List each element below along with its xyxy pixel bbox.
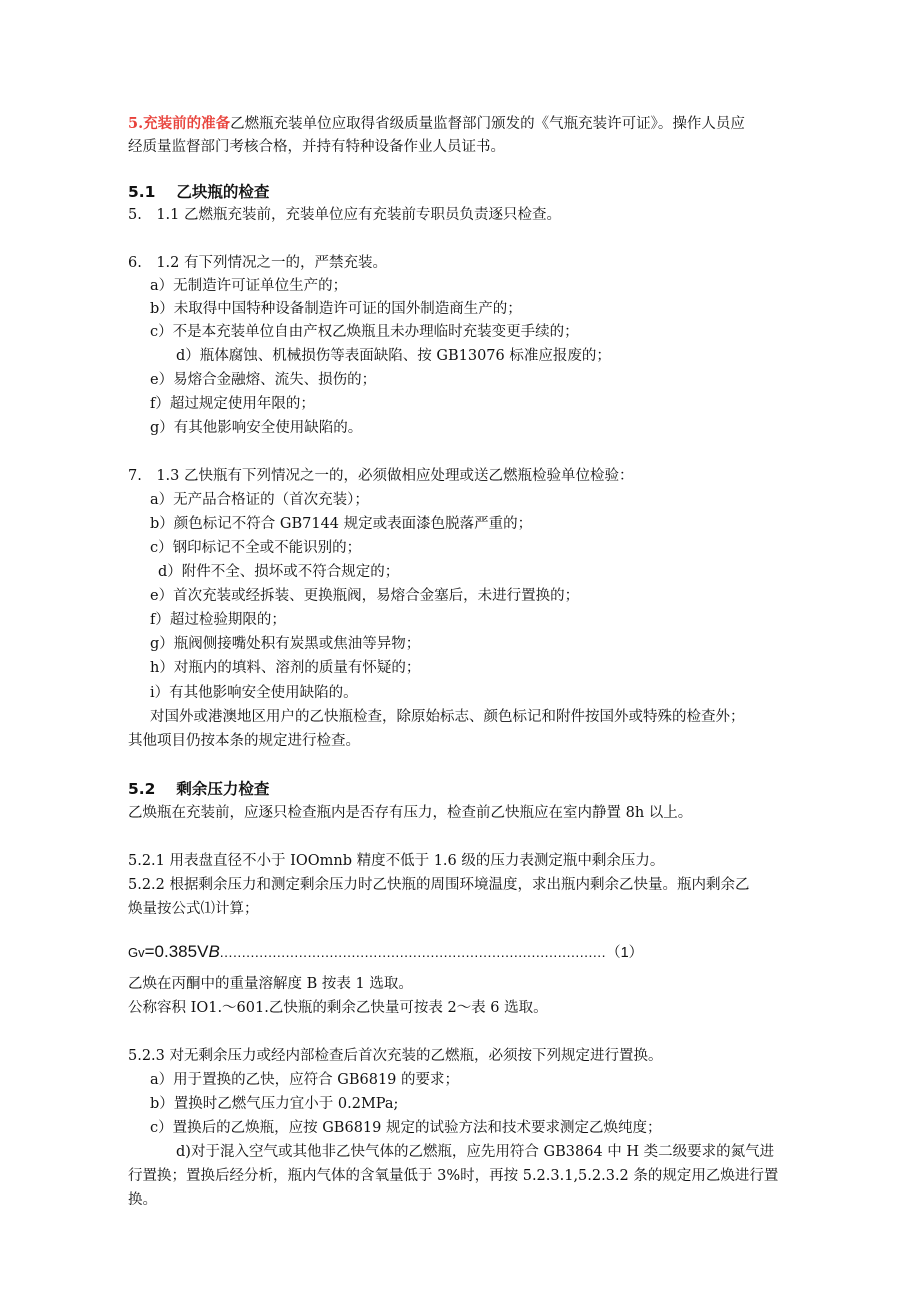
- list-item: h）对瓶内的填料、溶剂的质量有怀疑的；: [150, 660, 421, 676]
- paragraph-d-line-3: 换。: [128, 1192, 157, 1208]
- paragraph-5-1-3: 7. 1.3 乙快瓶有下列情况之一的，必须做相应处理或送乙燃瓶检验单位检验：: [128, 468, 634, 484]
- list-item: g）有其他影响安全使用缺陷的。: [150, 420, 363, 436]
- formula-number: （1）: [606, 945, 644, 961]
- table-1-reference: 乙焕在丙酮中的重量溶解度 B 按表 1 选取。: [128, 976, 413, 992]
- paragraph-d-line-2: 行置换；置换后经分析，瓶内气体的含氧量低于 3%时，再按 5.2.3.1,5.2.3.2 条的规定用乙焕进行置: [128, 1168, 779, 1184]
- section-5-2-heading: 5.2 剩余压力检查: [128, 780, 270, 798]
- list-item: g）瓶阀侧接嘴处积有炭黑或焦油等异物；: [150, 636, 421, 652]
- paragraph-5-1-1: 5. 1.1 乙燃瓶充装前，充装单位应有充装前专职员负责逐只检查。: [128, 207, 562, 223]
- list-item: d）附件不全、损坏或不符合规定的；: [158, 564, 400, 580]
- intro-text-1: 乙燃瓶充装单位应取得省级质量监督部门颁发的《气瓶充装许可证》。操作人员应: [230, 116, 745, 132]
- paragraph-5-2: 乙焕瓶在充装前，应逐只检查瓶内是否存有压力，检查前乙快瓶应在室内静置 8h 以上。: [128, 805, 693, 821]
- paragraph-5-2-2-line-1: 5.2.2 根据剩余压力和测定剩余压力时乙快瓶的周围环境温度，求出瓶内剩余乙快量。瓶内剩余乙: [128, 877, 750, 893]
- paragraph-5-2-1: 5.2.1 用表盘直径不小于 IOOmnb 精度不低于 1.6 级的压力表测定瓶中剩余压力。: [128, 853, 665, 869]
- note-line-1: 对国外或港澳地区用户的乙快瓶检查，除原始标志、颜色标记和附件按国外或特殊的检查外；: [150, 709, 745, 725]
- note-line-2: 其他项目仍按本条的规定进行检查。: [128, 733, 360, 749]
- list-item: b）未取得中国特种设备制造许可证的国外制造商生产的；: [150, 301, 522, 317]
- list-item: d）瓶体腐蚀、机械损伤等表面缺陷、按 GB13076 标准应报废的；: [176, 348, 611, 364]
- formula-leader-dots: ........................................................................................: [219, 944, 607, 960]
- table-2-6-reference: 公称容积 IO1.～601.乙快瓶的剩余乙快量可按表 2～表 6 选取。: [128, 1000, 548, 1016]
- list-item: c）钢印标记不全或不能识别的；: [150, 540, 362, 556]
- list-item: e）易熔合金融熔、流失、损伤的；: [150, 372, 377, 388]
- list-item: c）置换后的乙焕瓶，应按 GB6819 规定的试验方法和技术要求测定乙焕纯度；: [150, 1120, 662, 1136]
- list-item: b）颜色标记不符合 GB7144 规定或表面漆色脱落严重的；: [150, 516, 533, 532]
- list-item: b）置换时乙燃气压力宜小于 0.2MPa;: [150, 1096, 399, 1112]
- paragraph-d-line-1: d)对于混入空气或其他非乙快气体的乙燃瓶，应先用符合 GB3864 中 H 类二级要求的氮气进: [176, 1144, 775, 1160]
- list-item: e）首次充装或经拆装、更换瓶阀，易熔合金塞后，未进行置换的；: [150, 588, 580, 604]
- paragraph-5-1-2: 6. 1.2 有下列情况之一的，严禁充装。: [128, 255, 388, 271]
- formula-variable: B: [208, 942, 220, 961]
- list-item: f）超过检验期限的；: [150, 612, 286, 628]
- section-5-1-heading: 5.1 乙块瓶的检查: [128, 183, 270, 201]
- paragraph-5-2-2-line-2: 焕量按公式⑴计算；: [128, 901, 259, 917]
- intro-line-1: [128, 115, 745, 133]
- list-item: f）超过规定使用年限的；: [150, 396, 315, 412]
- formula-expression: =0.385V: [144, 942, 209, 961]
- formula-subscript: Gv: [128, 945, 145, 960]
- list-item: i）有其他影响安全使用缺陷的。: [150, 685, 358, 701]
- paragraph-5-2-3: 5.2.3 对无剩余压力或经内部检查后首次充装的乙燃瓶，必须按下列规定进行置换。: [128, 1048, 663, 1064]
- list-item: a）用于置换的乙快，应符合 GB6819 的要求；: [150, 1072, 460, 1088]
- section-5-title: 5.充装前的准备: [128, 115, 231, 132]
- list-item: a）无制造许可证单位生产的；: [150, 278, 348, 294]
- list-item: a）无产品合格证的（首次充装）；: [150, 492, 369, 508]
- list-item: c）不是本充装单位自由产权乙焕瓶且未办理临时充装变更手续的；: [150, 324, 579, 340]
- intro-line-2: 经质量监督部门考核合格，并持有特种设备作业人员证书。: [128, 139, 505, 155]
- formula-1: [128, 941, 643, 963]
